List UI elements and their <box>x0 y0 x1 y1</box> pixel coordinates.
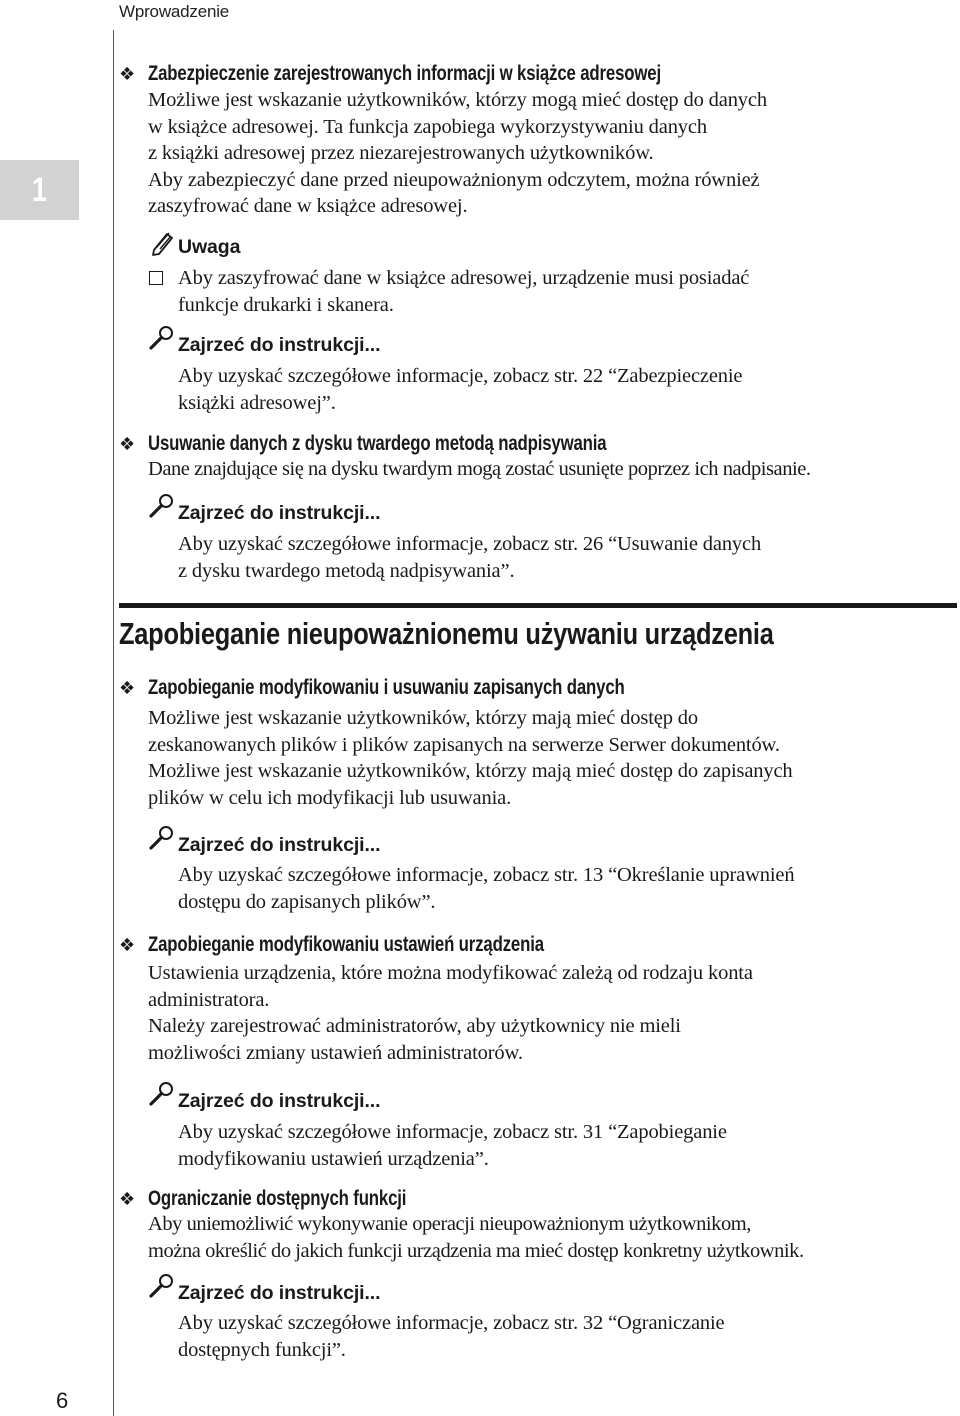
item-body <box>148 1211 804 1264</box>
text-line: Aby uzyskać szczegółowe informacje, zobacz str. 32 “Ograniczanie <box>178 1312 725 1334</box>
text-line: Dane znajdujące się na dysku twardym mogą zostać usunięte poprzez ich nadpisanie. <box>148 458 811 480</box>
text-line: Aby zabezpieczyć dane przed nieupoważnionym odczytem, można również <box>148 168 760 191</box>
reference-label: Zajrzeć do instrukcji... <box>178 1282 381 1304</box>
item-heading: Zapobieganie modyfikowaniu i usuwaniu zapisanych danych <box>148 676 625 699</box>
page-number: 6 <box>56 1388 69 1413</box>
text-line: Należy zarejestrować administratorów, aby użytkownicy nie mieli <box>148 1015 681 1037</box>
item-body <box>148 960 753 1066</box>
text-line: Możliwe jest wskazanie użytkowników, którzy mogą mieć dostęp do danych <box>148 89 767 111</box>
bullet-diamond-icon: ❖ <box>119 64 136 85</box>
section-heading: Zapobieganie nieupoważnionemu używaniu urządzenia <box>119 616 774 651</box>
text-line: Aby uniemożliwić wykonywanie operacji nieupoważnionym użytkownikom, <box>148 1213 751 1235</box>
reference-text <box>178 531 761 584</box>
note-label: Uwaga <box>178 236 241 258</box>
item-heading: Zapobieganie modyfikowaniu ustawień urządzenia <box>148 933 544 956</box>
text-line: dostępnych funkcji”. <box>178 1338 346 1361</box>
reference-label: Zajrzeć do instrukcji... <box>178 834 381 856</box>
pencil-icon <box>148 230 176 258</box>
reference-label: Zajrzeć do instrukcji... <box>178 334 381 356</box>
bullet-diamond-icon: ❖ <box>119 935 136 956</box>
item-heading: Ograniczanie dostępnych funkcji <box>148 1187 407 1210</box>
note-body <box>178 265 749 318</box>
item-body <box>148 456 811 483</box>
magnifier-icon <box>148 325 176 351</box>
text-line: zaszyfrować dane w książce adresowej. <box>148 195 468 217</box>
text-line: plików w celu ich modyfikacji lub usuwania. <box>148 786 512 809</box>
text-line: dostępu do zapisanych plików”. <box>178 890 436 913</box>
item-body <box>148 87 767 220</box>
running-head: Wprowadzenie <box>119 2 230 21</box>
text-line: możliwości zmiany ustawień administratorów. <box>148 1041 523 1064</box>
text-line: z dysku twardego metodą nadpisywania”. <box>178 559 515 582</box>
text-line: administratora. <box>148 988 270 1011</box>
text-line: można określić do jakich funkcji urządzenia ma mieć dostęp konkretny użytkownik. <box>148 1239 804 1262</box>
reference-text <box>178 862 794 915</box>
reference-text <box>178 1119 727 1172</box>
magnifier-icon <box>148 1081 176 1107</box>
chapter-tab <box>0 160 79 220</box>
text-line: Aby zaszyfrować dane w książce adresowej, urządzenie musi posiadać <box>178 267 750 289</box>
text-line: Aby uzyskać szczegółowe informacje, zobacz str. 26 “Usuwanie danych <box>178 533 762 555</box>
text-line: Ustawienia urządzenia, które można modyfikować zależą od rodzaju konta <box>148 962 753 984</box>
text-line: Możliwe jest wskazanie użytkowników, którzy mają mieć dostęp do <box>148 707 698 729</box>
text-line: książki adresowej”. <box>178 391 336 414</box>
reference-label: Zajrzeć do instrukcji... <box>178 502 381 524</box>
text-line: zeskanowanych plików i plików zapisanych na serwerze Serwer dokumentów. <box>148 733 780 756</box>
bullet-diamond-icon: ❖ <box>119 678 136 699</box>
text-line: w książce adresowej. Ta funkcja zapobiega wykorzystywaniu danych <box>148 115 707 138</box>
text-line: Aby uzyskać szczegółowe informacje, zobacz str. 31 “Zapobieganie <box>178 1121 727 1143</box>
bullet-diamond-icon: ❖ <box>119 1189 136 1210</box>
reference-text <box>178 1310 725 1363</box>
margin-rule <box>113 30 114 1416</box>
text-line: Aby uzyskać szczegółowe informacje, zobacz str. 13 “Określanie uprawnień <box>178 864 795 886</box>
text-line: modyfikowaniu ustawień urządzenia”. <box>178 1147 489 1170</box>
chapter-number: 1 <box>31 170 48 209</box>
magnifier-icon <box>148 1273 176 1299</box>
item-heading: Zabezpieczenie zarejestrowanych informacji w książce adresowej <box>148 62 661 85</box>
text-line: z książki adresowej przez niezarejestrowanych użytkowników. <box>148 142 654 164</box>
bullet-diamond-icon: ❖ <box>119 434 136 455</box>
text-line: funkcje drukarki i skanera. <box>178 293 394 316</box>
section-rule <box>119 603 957 608</box>
magnifier-icon <box>148 825 176 851</box>
item-body <box>148 705 793 811</box>
checkbox-bullet-icon <box>149 271 163 285</box>
magnifier-icon <box>148 493 176 519</box>
text-line: Możliwe jest wskazanie użytkowników, którzy mają mieć dostęp do zapisanych <box>148 760 793 782</box>
reference-text <box>178 363 742 416</box>
item-heading: Usuwanie danych z dysku twardego metodą nadpisywania <box>148 432 607 455</box>
text-line: Aby uzyskać szczegółowe informacje, zobacz str. 22 “Zabezpieczenie <box>178 365 743 387</box>
reference-label: Zajrzeć do instrukcji... <box>178 1090 381 1112</box>
